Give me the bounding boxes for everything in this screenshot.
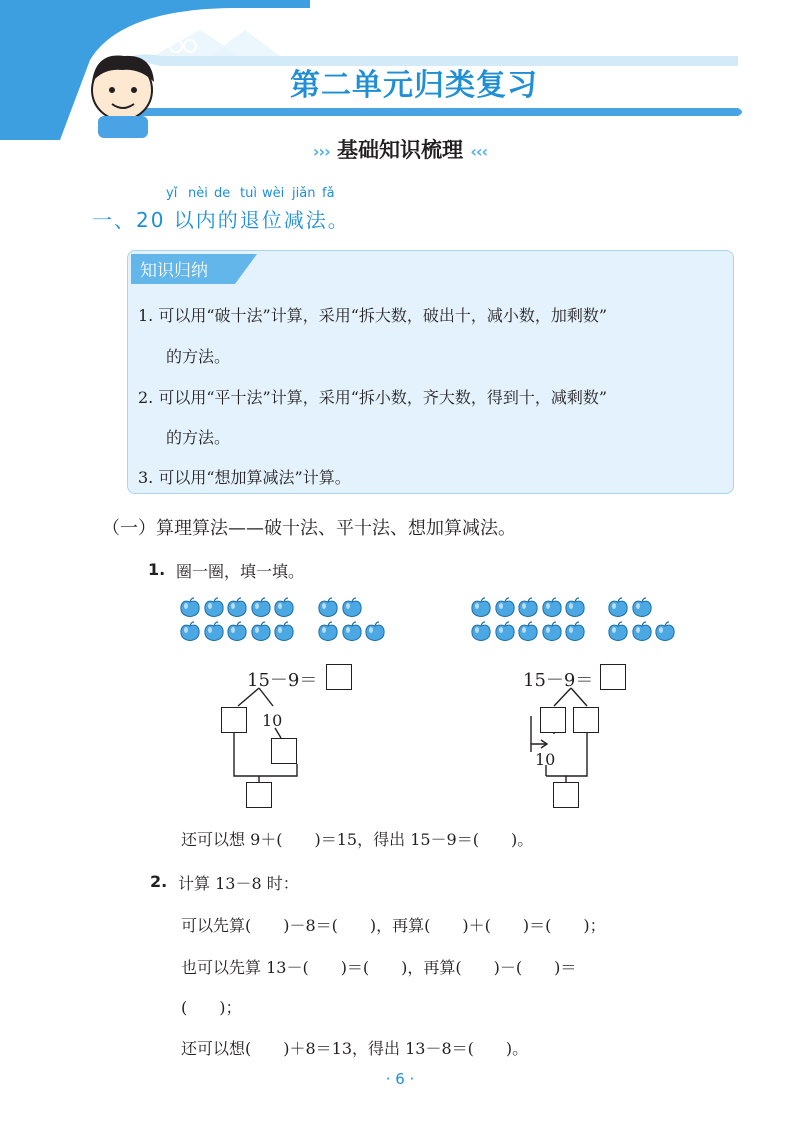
- left-ten-label: 10: [262, 711, 283, 730]
- pinyin-wei: wèi: [262, 186, 285, 201]
- question-2-number: 2.: [150, 872, 168, 891]
- left-equation: 15－9＝: [247, 670, 318, 691]
- part-heading: （一）算理算法——破十法、平十法、想加算减法。: [102, 518, 516, 539]
- right-arrows: ‹‹‹: [470, 142, 488, 161]
- question-2-line-3: ( )；: [181, 998, 242, 1017]
- knowledge-tag: 知识归纳: [140, 261, 208, 281]
- question-1-prompt: 圈一圈，填一填。: [176, 562, 305, 581]
- page-title: 第二单元归类复习: [290, 68, 538, 103]
- question-2-line-4: 还可以想( )＋8＝13，得出 13－8＝( )。: [181, 1039, 529, 1058]
- page-number: · 6 ·: [385, 1070, 415, 1088]
- section-title: 基础知识梳理: [337, 138, 463, 162]
- question-1-extra: 还可以想 9＋( )＝15，得出 15－9＝( )。: [181, 830, 534, 849]
- pinyin-tui: tuì: [240, 186, 257, 201]
- pinyin-de: de: [214, 186, 231, 201]
- question-2-prompt: 计算 13－8 时：: [178, 874, 299, 893]
- knowledge-line-2: 的方法。: [166, 347, 231, 366]
- right-ten-label: 10: [535, 750, 556, 769]
- question-2-line-2: 也可以先算 13－( )＝( )，再算( )－( )＝: [181, 958, 577, 977]
- question-2-line-1: 可以先算( )－8＝( )，再算( )＋( )＝( )；: [181, 916, 606, 935]
- question-1-number: 1.: [148, 560, 166, 579]
- knowledge-line-4: 的方法。: [166, 428, 231, 447]
- topic-heading: 一、20 以内的退位减法。: [92, 208, 350, 232]
- pinyin-nei: nèi: [188, 186, 208, 201]
- knowledge-line-3: 2. 可以用“平十法”计算，采用“拆小数，齐大数，得到十，减剩数”: [138, 388, 608, 407]
- left-arrows: ›››: [312, 142, 330, 161]
- knowledge-line-1: 1. 可以用“破十法”计算，采用“拆大数，破出十，减小数，加剩数”: [138, 306, 608, 325]
- pinyin-fa: fǎ: [322, 186, 335, 201]
- right-equation: 15－9＝: [523, 670, 594, 691]
- knowledge-line-5: 3. 可以用“想加算减法”计算。: [138, 468, 351, 487]
- pinyin-jian: jiǎn: [292, 186, 316, 201]
- pinyin-yi: yǐ: [166, 186, 178, 201]
